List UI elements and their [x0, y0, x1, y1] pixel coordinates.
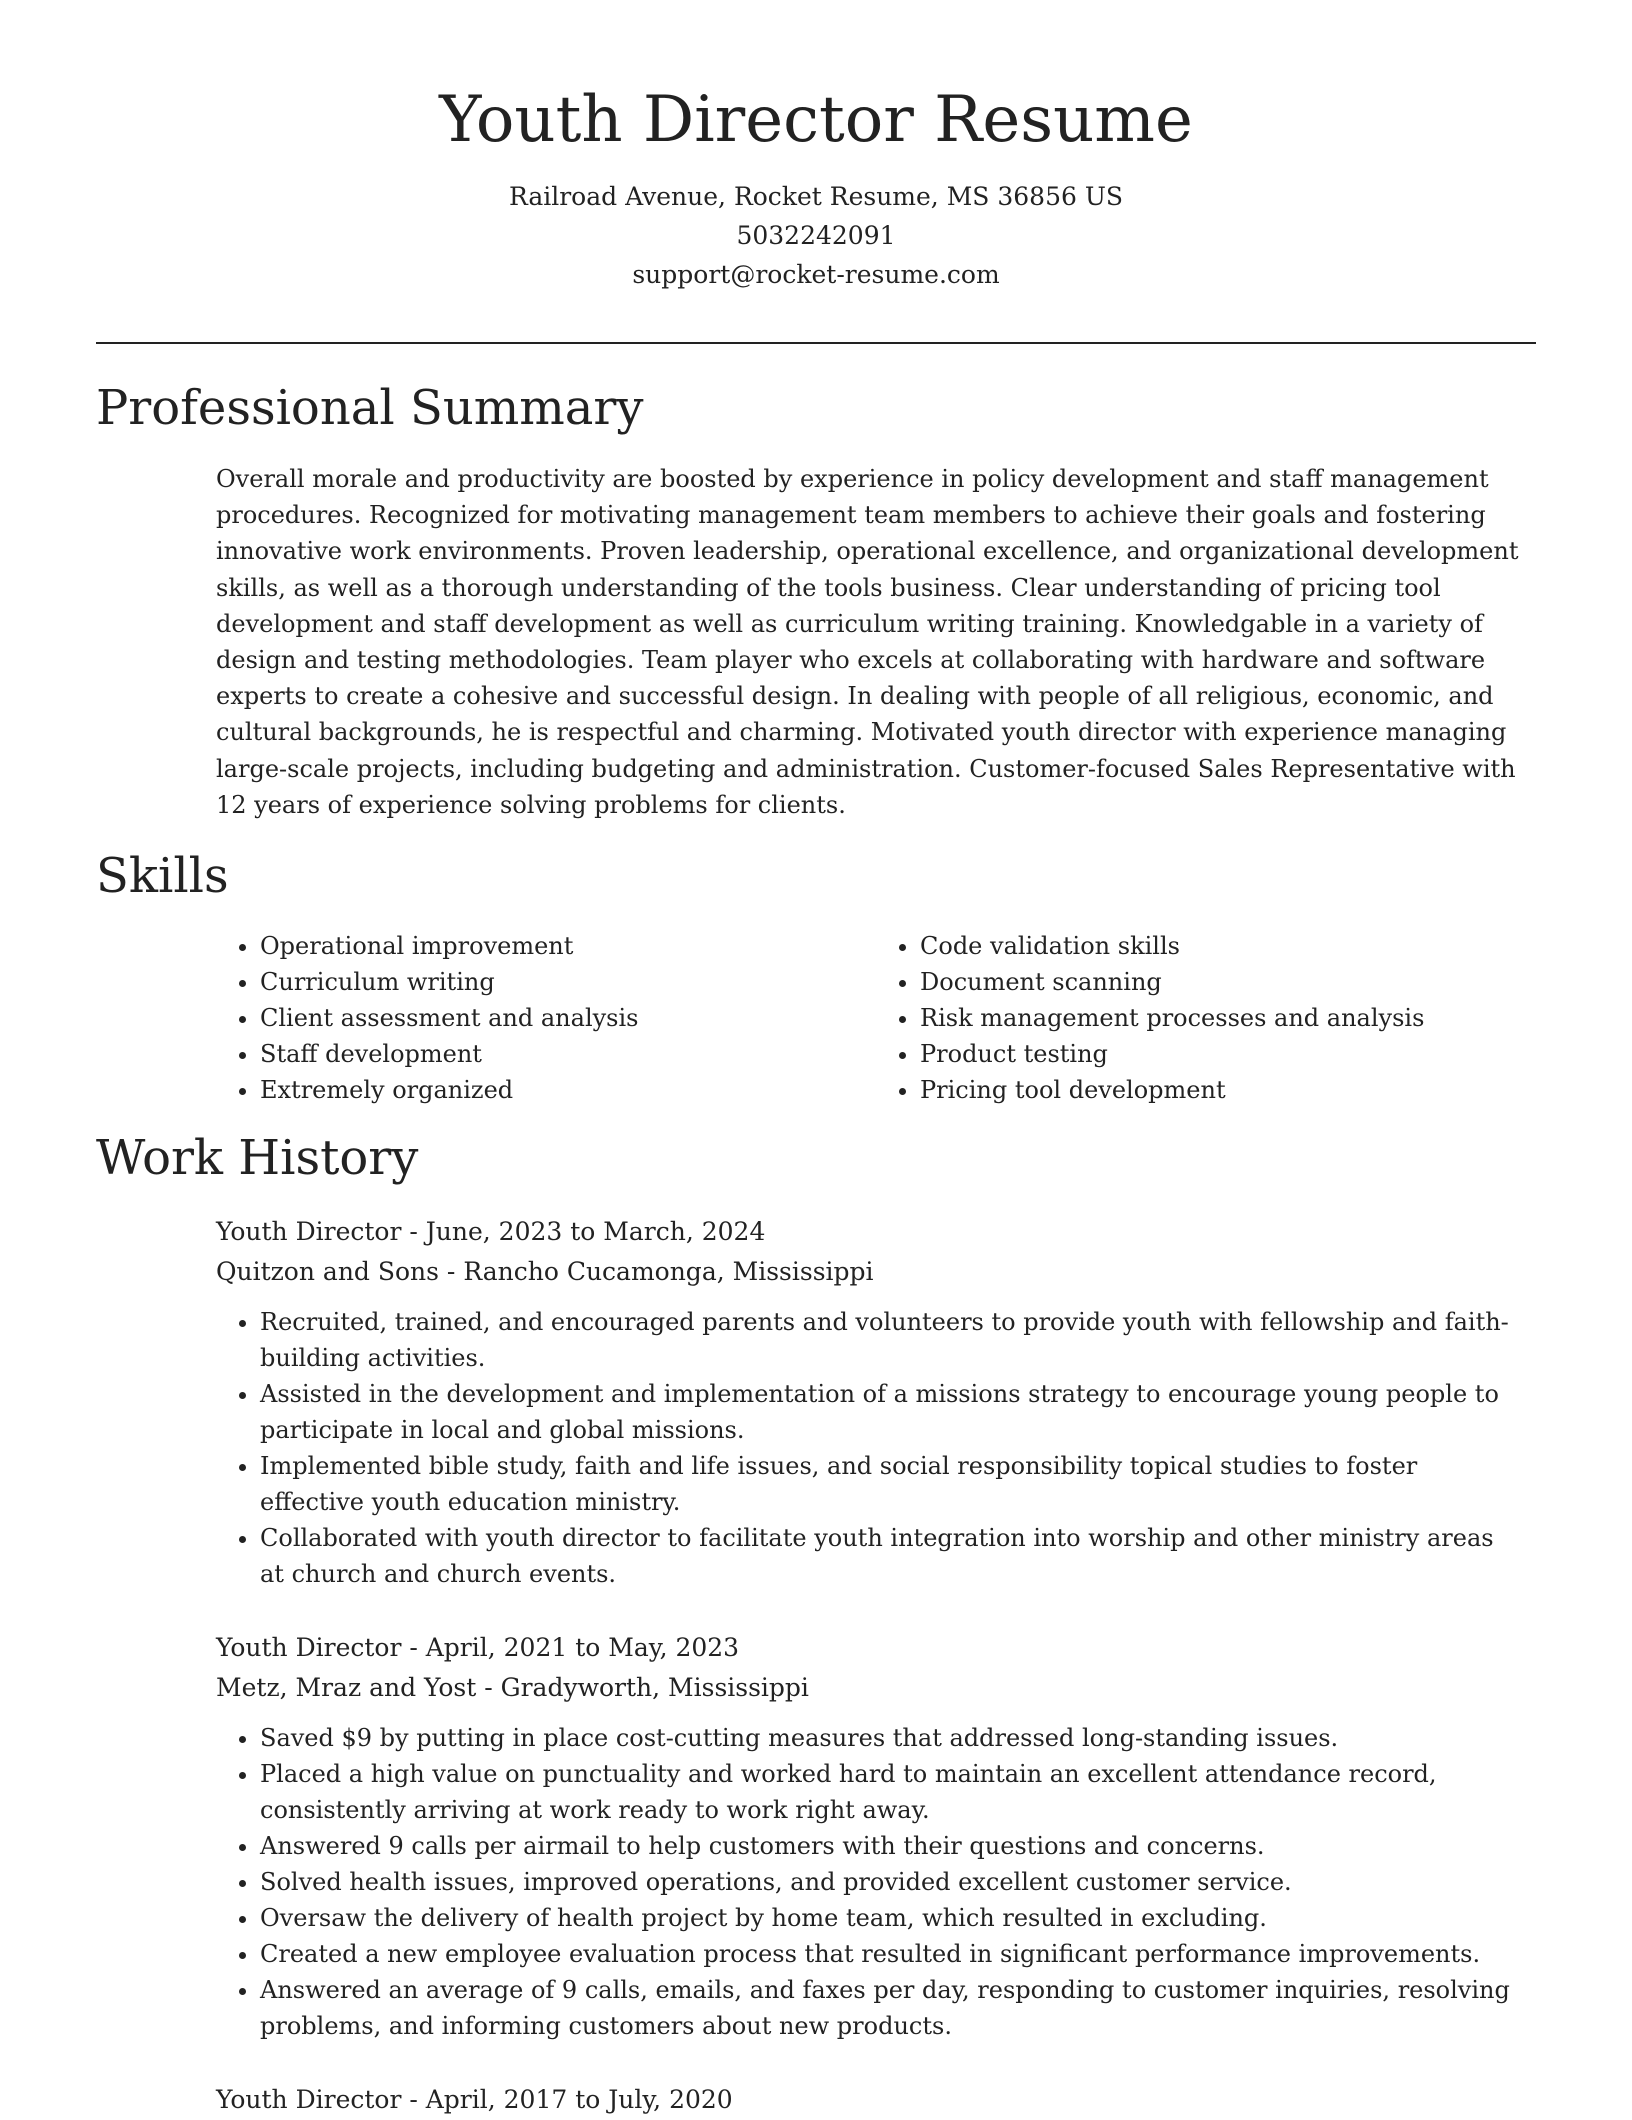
header-divider — [96, 342, 1536, 344]
resume-title: Youth Director Resume — [439, 83, 1193, 157]
skill-item: • Risk management processes and analysis — [920, 1000, 1536, 1036]
job-duties — [216, 1304, 1510, 1592]
job-company-location: Metz, Mraz and Yost - Gradyworth, Mississippi — [216, 1673, 809, 1702]
skill-item: • Document scanning — [920, 964, 1536, 1000]
skills-column-right — [876, 928, 1536, 1108]
job-title-dates: Youth Director - June, 2023 to March, 2024 — [216, 1217, 766, 1246]
skill-item: • Code validation skills — [920, 928, 1536, 964]
duty-item: • Recruited, trained, and encouraged parents and volunteers to provide youth with fellowship and faith-building activities. — [260, 1304, 1510, 1376]
job-title-dates: Youth Director - April, 2021 to May, 2023 — [216, 1633, 740, 1662]
duty-item: • Assisted in the development and implementation of a missions strategy to encourage young people to participate in local and global missions. — [260, 1376, 1510, 1448]
skills-column-left — [216, 928, 876, 1108]
duty-item: • Created a new employee evaluation process that resulted in significant performance improvements. — [260, 1936, 1510, 1972]
skill-item: • Operational improvement — [260, 928, 876, 964]
skill-item: • Client assessment and analysis — [260, 1000, 876, 1036]
skill-item: • Product testing — [920, 1036, 1536, 1072]
duty-item: • Answered an average of 9 calls, emails, and faxes per day, responding to customer inquiries, resolving problems, and informing customers about new products. — [260, 1972, 1510, 2044]
contact-block — [0, 177, 1632, 294]
duty-item: • Placed a high value on punctuality and worked hard to maintain an excellent attendance record, consistently arriving at work ready to work right away. — [260, 1756, 1510, 1828]
skill-item: • Staff development — [260, 1036, 876, 1072]
job-entry — [216, 1628, 1536, 2044]
resume-header — [0, 0, 1632, 294]
job-entry — [216, 2080, 1536, 2120]
skill-item: • Curriculum writing — [260, 964, 876, 1000]
duty-item: • Answered 9 calls per airmail to help customers with their questions and concerns. — [260, 1828, 1510, 1864]
summary-heading: Professional Summary — [96, 380, 644, 436]
duty-item: • Oversaw the delivery of health project by home team, which resulted in excluding. — [260, 1900, 1510, 1936]
duty-item: • Saved $9 by putting in place cost-cutting measures that addressed long-standing issues. — [260, 1720, 1510, 1756]
contact-address: Railroad Avenue, Rocket Resume, MS 36856 US — [508, 181, 1124, 211]
job-company-location: Quitzon and Sons - Rancho Cucamonga, Mississippi — [216, 1257, 874, 1286]
duty-item: • Solved health issues, improved operations, and provided excellent customer service. — [260, 1864, 1510, 1900]
job-title-dates: Youth Director - April, 2017 to July, 2020 — [216, 2085, 733, 2114]
skill-item: • Pricing tool development — [920, 1072, 1536, 1108]
job-duties — [216, 1720, 1510, 2044]
skills-list — [216, 928, 1536, 1108]
job-entry — [216, 1212, 1536, 1592]
contact-email: support@rocket-resume.com — [632, 259, 1000, 289]
duty-item: • Collaborated with youth director to facilitate youth integration into worship and other ministry areas at church and church events. — [260, 1520, 1510, 1592]
skill-item: • Extremely organized — [260, 1072, 876, 1108]
summary-text: Overall morale and productivity are boosted by experience in policy development and staff management procedures. Recognized for motivating management team members to achieve their goals and fostering innovative work environments. Proven leadership, operational excellence, and organizational development skills, as well as a thorough understanding of the tools business. Clear understanding of pricing tool development and staff development as well as curriculum writing training. Knowledgable in a variety of design and testing methodologies. Team player who excels at collaborating with hardware and software experts to create a cohesive and successful design. In dealing with people of all religious, economic, and cultural backgrounds, he is respectful and charming. Motivated youth director with experience managing large-scale projects, including budgeting and administration. Customer-focused Sales Representative with 12 years of experience solving problems for clients. — [216, 465, 1519, 819]
duty-item: • Implemented bible study, faith and life issues, and social responsibility topical studies to foster effective youth education ministry. — [260, 1448, 1510, 1520]
contact-phone: 5032242091 — [736, 220, 896, 250]
work-history-heading: Work History — [96, 1130, 419, 1186]
skills-heading: Skills — [96, 848, 229, 904]
